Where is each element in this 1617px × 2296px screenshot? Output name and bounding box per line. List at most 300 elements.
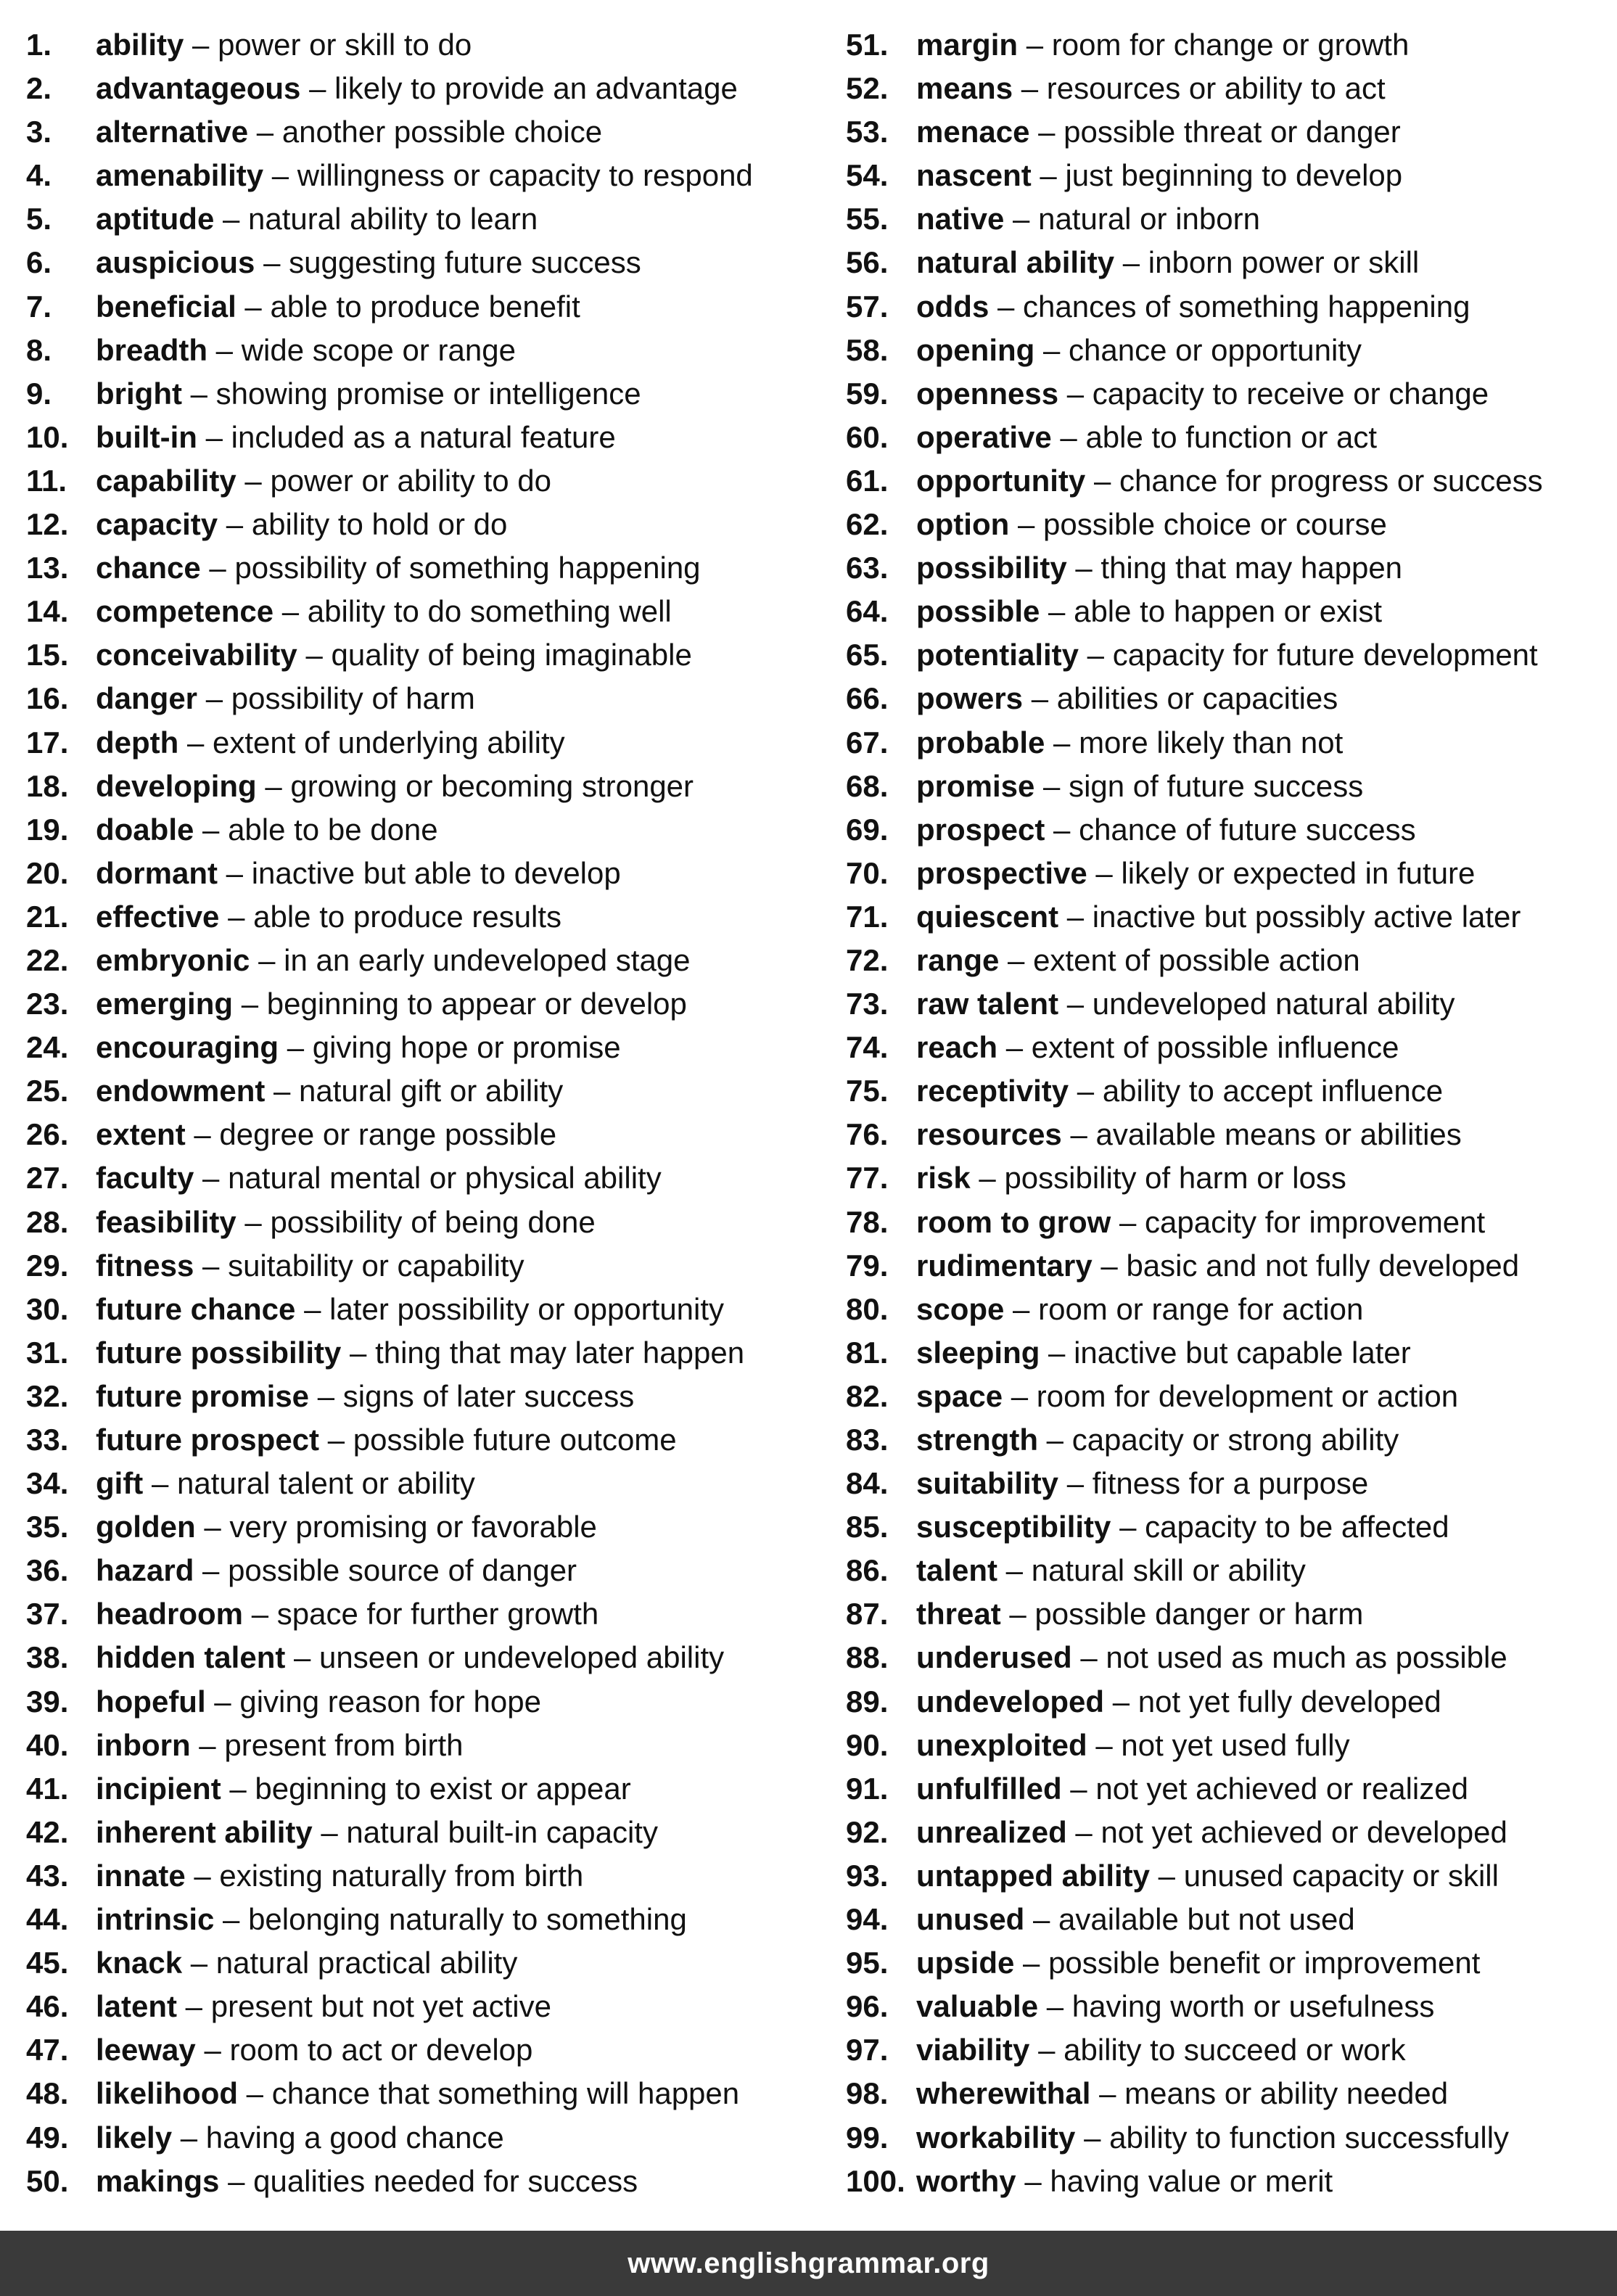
list-item (26, 1898, 817, 1941)
list-item (26, 1156, 817, 1200)
item-word: viability (916, 2033, 1030, 2067)
list-item (26, 546, 817, 590)
item-definition: possible threat or danger (1063, 115, 1401, 149)
item-definition: room for change or growth (1051, 28, 1410, 62)
list-item (846, 241, 1615, 284)
item-definition: room to act or develop (229, 2033, 533, 2067)
list-item (846, 677, 1615, 720)
item-separator: – (197, 681, 231, 716)
list-item (846, 372, 1615, 416)
list-item (846, 1418, 1615, 1462)
list-item (26, 110, 817, 154)
item-separator: – (197, 419, 231, 454)
item-number: 41. (26, 1771, 69, 1806)
item-separator: – (295, 1291, 330, 1326)
item-separator: – (1014, 1946, 1049, 1980)
item-separator: – (1114, 245, 1148, 280)
item-word: valuable (916, 1989, 1039, 2024)
item-number: 70. (846, 855, 889, 890)
item-separator: – (1045, 725, 1079, 760)
item-word: scope (916, 1291, 1005, 1326)
item-number: 8. (26, 332, 52, 367)
item-separator: – (1066, 1814, 1101, 1849)
item-definition: ability to function successfully (1109, 2120, 1510, 2155)
list-item (26, 67, 817, 110)
item-definition: space for further growth (276, 1597, 599, 1632)
item-word: likely (96, 2120, 173, 2155)
item-definition: having value or merit (1050, 2163, 1333, 2198)
item-definition: possibility of being done (270, 1204, 596, 1239)
item-number: 95. (846, 1946, 889, 1980)
item-number: 15. (26, 638, 69, 672)
item-definition: capacity for improvement (1145, 1204, 1486, 1239)
item-word: means (916, 71, 1013, 106)
list-item (846, 1724, 1615, 1767)
item-word: promise (916, 768, 1035, 803)
item-number: 74. (846, 1030, 889, 1065)
item-number: 93. (846, 1858, 889, 1893)
item-separator: – (172, 2120, 206, 2155)
item-number: 92. (846, 1814, 889, 1849)
item-word: suitability (916, 1466, 1059, 1501)
list-item (26, 1941, 817, 1985)
list-item (26, 1636, 817, 1679)
list-item (26, 1811, 817, 1854)
item-number: 78. (846, 1204, 889, 1239)
item-definition: quality of being imaginable (331, 638, 692, 672)
item-definition: inborn power or skill (1148, 245, 1420, 280)
item-number: 34. (26, 1466, 69, 1501)
item-definition: chance that something will happen (271, 2076, 740, 2111)
item-word: raw talent (916, 987, 1059, 1021)
item-definition: degree or range possible (219, 1117, 557, 1152)
list-item (26, 1680, 817, 1724)
item-separator: – (1058, 899, 1093, 934)
item-number: 28. (26, 1204, 69, 1239)
item-separator: – (970, 1161, 1005, 1196)
item-separator: – (1051, 419, 1086, 454)
item-word: strength (916, 1423, 1038, 1457)
item-definition: room for development or action (1036, 1378, 1459, 1413)
list-item (26, 721, 817, 765)
item-number: 2. (26, 71, 52, 106)
item-number: 88. (846, 1640, 889, 1675)
item-definition: natural mental or physical ability (228, 1161, 662, 1196)
item-definition: not yet used fully (1121, 1727, 1350, 1762)
item-separator: – (997, 1553, 1032, 1588)
item-number: 13. (26, 551, 69, 585)
list-item (846, 633, 1615, 677)
item-definition: suitability or capability (228, 1248, 524, 1283)
list-item (846, 2116, 1615, 2160)
item-word: embryonic (96, 942, 250, 977)
item-word: menace (916, 115, 1030, 149)
item-separator: – (1004, 1291, 1039, 1326)
item-word: reach (916, 1030, 998, 1065)
list-item (846, 154, 1615, 197)
item-definition: extent of possible influence (1031, 1030, 1399, 1065)
item-separator: – (238, 2076, 272, 2111)
item-separator: – (1075, 2120, 1110, 2155)
item-definition: unused capacity or skill (1183, 1858, 1499, 1893)
item-definition: giving reason for hope (239, 1684, 541, 1719)
item-separator: – (1058, 376, 1093, 411)
list-item (26, 2160, 817, 2203)
item-definition: ability to do something well (307, 594, 672, 629)
item-word: hopeful (96, 1684, 206, 1719)
item-separator: – (1004, 202, 1039, 236)
item-number: 18. (26, 768, 69, 803)
item-word: hazard (96, 1553, 194, 1588)
item-separator: – (194, 1161, 229, 1196)
item-separator: – (181, 376, 216, 411)
item-word: possible (916, 594, 1040, 629)
item-number: 99. (846, 2120, 889, 2155)
item-number: 66. (846, 681, 889, 716)
item-definition: resources or ability to act (1046, 71, 1386, 106)
item-word: receptivity (916, 1074, 1069, 1108)
item-definition: not used as much as possible (1106, 1640, 1507, 1675)
item-word: susceptibility (916, 1510, 1111, 1544)
list-item (846, 2072, 1615, 2115)
footer-website: www.englishgrammar.org (628, 2247, 989, 2279)
item-word: likelihood (96, 2076, 239, 2111)
item-word: prospect (916, 812, 1045, 847)
item-definition: beginning to appear or develop (266, 987, 687, 1021)
list-item (846, 895, 1615, 939)
item-separator: – (300, 71, 335, 106)
item-word: danger (96, 681, 198, 716)
list-item (26, 895, 817, 939)
item-number: 52. (846, 71, 889, 106)
item-definition: sign of future success (1069, 768, 1364, 803)
item-number: 97. (846, 2033, 889, 2067)
item-definition: extent of underlying ability (213, 725, 565, 760)
item-definition: not yet achieved or developed (1100, 1814, 1507, 1849)
item-definition: inactive but able to develop (251, 855, 621, 890)
item-separator: – (250, 942, 284, 977)
item-word: possibility (916, 551, 1067, 585)
item-separator: – (219, 2163, 254, 2198)
list-item (26, 1026, 817, 1069)
list-item (846, 1636, 1615, 1679)
item-separator: – (233, 987, 267, 1021)
item-word: prospective (916, 855, 1087, 890)
item-number: 19. (26, 812, 69, 847)
item-separator: – (200, 551, 235, 585)
item-number: 33. (26, 1423, 69, 1457)
item-definition: in an early undeveloped stage (284, 942, 691, 977)
item-number: 54. (846, 158, 889, 193)
item-word: option (916, 507, 1010, 542)
item-definition: able to happen or exist (1074, 594, 1383, 629)
list-item (26, 1201, 817, 1244)
item-definition: basic and not fully developed (1126, 1248, 1520, 1283)
item-separator: – (1034, 332, 1069, 367)
item-number: 61. (846, 463, 889, 498)
item-number: 44. (26, 1902, 69, 1937)
item-definition: natural ability to learn (248, 202, 538, 236)
item-number: 43. (26, 1858, 69, 1893)
list-item (846, 1505, 1615, 1549)
item-separator: – (989, 289, 1024, 324)
item-separator: – (185, 1858, 220, 1893)
list-item (26, 2028, 817, 2072)
list-item (26, 590, 817, 633)
item-definition: means or ability needed (1124, 2076, 1449, 2111)
item-definition: inactive but possibly active later (1092, 899, 1521, 934)
item-definition: possibility of harm or loss (1004, 1161, 1346, 1196)
item-definition: wide scope or range (241, 332, 516, 367)
item-word: inborn (96, 1727, 191, 1762)
item-number: 3. (26, 115, 52, 149)
item-word: powers (916, 681, 1024, 716)
item-definition: natural talent or ability (177, 1466, 475, 1501)
item-number: 42. (26, 1814, 69, 1849)
item-separator: – (263, 158, 297, 193)
list-item (846, 1680, 1615, 1724)
list-item (26, 459, 817, 503)
list-item (26, 241, 817, 284)
item-number: 100. (846, 2163, 905, 2198)
item-word: native (916, 202, 1005, 236)
item-definition: growing or becoming stronger (290, 768, 694, 803)
item-definition: abilities or capacities (1056, 681, 1338, 716)
item-definition: unseen or undeveloped ability (319, 1640, 725, 1675)
list-item (26, 852, 817, 895)
list-item (26, 1375, 817, 1418)
item-number: 94. (846, 1902, 889, 1937)
item-number: 38. (26, 1640, 69, 1675)
item-separator: – (1029, 2033, 1064, 2067)
list-item (846, 1375, 1615, 1418)
item-number: 84. (846, 1466, 889, 1501)
item-definition: natural gift or ability (299, 1074, 564, 1108)
item-word: bright (96, 376, 182, 411)
item-number: 82. (846, 1378, 889, 1413)
item-number: 64. (846, 594, 889, 629)
item-number: 91. (846, 1771, 889, 1806)
item-separator: – (1031, 158, 1066, 193)
item-word: alternative (96, 115, 249, 149)
item-separator: – (184, 28, 218, 62)
list-item (26, 1724, 817, 1767)
item-separator: – (182, 1946, 216, 1980)
item-separator: – (1058, 987, 1093, 1021)
item-word: intrinsic (96, 1902, 215, 1937)
list-item (26, 1113, 817, 1156)
item-definition: capacity or strong ability (1071, 1423, 1399, 1457)
item-number: 65. (846, 638, 889, 672)
item-separator: – (190, 1727, 225, 1762)
list-item (26, 982, 817, 1026)
list-item (846, 329, 1615, 372)
item-word: chance (96, 551, 201, 585)
item-word: future possibility (96, 1335, 342, 1370)
item-word: nascent (916, 158, 1032, 193)
item-separator: – (219, 899, 254, 934)
list-item (846, 590, 1615, 633)
item-definition: chance for progress or success (1119, 463, 1543, 498)
item-definition: not yet fully developed (1137, 1684, 1441, 1719)
item-definition: capacity to be affected (1145, 1510, 1449, 1544)
item-word: natural ability (916, 245, 1115, 280)
item-word: built-in (96, 419, 197, 454)
list-item (846, 1898, 1615, 1941)
item-number: 72. (846, 942, 889, 977)
item-word: extent (96, 1117, 186, 1152)
item-separator: – (195, 1510, 230, 1544)
list-item (846, 1854, 1615, 1898)
item-word: unfulfilled (916, 1771, 1062, 1806)
item-number: 27. (26, 1161, 69, 1196)
item-separator: – (194, 1248, 229, 1283)
item-number: 73. (846, 987, 889, 1021)
item-definition: having worth or usefulness (1071, 1989, 1435, 2024)
item-word: auspicious (96, 245, 255, 280)
item-number: 96. (846, 1989, 889, 2024)
list-item (846, 1288, 1615, 1331)
item-definition: possible future outcome (353, 1423, 677, 1457)
item-word: workability (916, 2120, 1076, 2155)
list-item (26, 939, 817, 982)
item-definition: natural practical ability (215, 1946, 518, 1980)
item-definition: likely to provide an advantage (334, 71, 738, 106)
item-separator: – (297, 638, 332, 672)
item-separator: – (195, 2033, 230, 2067)
item-word: potentiality (916, 638, 1079, 672)
list-item (846, 546, 1615, 590)
list-item (846, 503, 1615, 546)
list-item (846, 1462, 1615, 1505)
item-number: 98. (846, 2076, 889, 2111)
item-word: rudimentary (916, 1248, 1093, 1283)
item-word: opportunity (916, 463, 1086, 498)
list-item (26, 1244, 817, 1288)
list-item (26, 1767, 817, 1811)
item-definition: signs of later success (342, 1378, 635, 1413)
item-word: unrealized (916, 1814, 1067, 1849)
item-definition: later possibility or opportunity (329, 1291, 725, 1326)
item-definition: present but not yet active (210, 1989, 551, 2024)
item-separator: – (1071, 1640, 1106, 1675)
item-word: underused (916, 1640, 1072, 1675)
item-number: 60. (846, 419, 889, 454)
list-item (846, 1767, 1615, 1811)
list-item (26, 633, 817, 677)
list-item (846, 1201, 1615, 1244)
item-separator: – (243, 1597, 277, 1632)
item-definition: more likely than not (1079, 725, 1344, 760)
item-word: effective (96, 899, 220, 934)
item-number: 79. (846, 1248, 889, 1283)
item-definition: having a good chance (205, 2120, 504, 2155)
item-definition: able to produce benefit (270, 289, 580, 324)
item-separator: – (997, 1030, 1032, 1065)
item-number: 6. (26, 245, 52, 280)
item-separator: – (1024, 1902, 1059, 1937)
item-definition: present from birth (224, 1727, 464, 1762)
item-number: 81. (846, 1335, 889, 1370)
item-word: future prospect (96, 1423, 320, 1457)
item-word: latent (96, 1989, 178, 2024)
list-item (846, 1549, 1615, 1592)
list-item (846, 459, 1615, 503)
list-item (26, 2116, 817, 2160)
item-separator: – (999, 942, 1034, 977)
item-word: golden (96, 1510, 196, 1544)
item-word: space (916, 1378, 1003, 1413)
item-number: 30. (26, 1291, 69, 1326)
list-item (846, 2160, 1615, 2203)
list-item (26, 1069, 817, 1113)
item-word: upside (916, 1946, 1015, 1980)
item-separator: – (1009, 507, 1043, 542)
item-definition: chance or opportunity (1069, 332, 1362, 367)
item-separator: – (265, 1074, 300, 1108)
list-item (846, 982, 1615, 1026)
item-definition: chances of something happening (1023, 289, 1470, 324)
item-word: hidden talent (96, 1640, 286, 1675)
list-item (846, 23, 1615, 67)
item-definition: willingness or capacity to respond (297, 158, 753, 193)
item-definition: beginning to exist or appear (255, 1771, 631, 1806)
list-item (846, 1156, 1615, 1200)
item-number: 25. (26, 1074, 69, 1108)
list-item (846, 2028, 1615, 2072)
item-number: 21. (26, 899, 69, 934)
item-separator: – (1045, 812, 1079, 847)
item-separator: – (1018, 28, 1052, 62)
item-number: 49. (26, 2120, 69, 2155)
item-separator: – (1013, 71, 1047, 106)
item-number: 80. (846, 1291, 889, 1326)
item-definition: existing naturally from birth (219, 1858, 584, 1893)
item-definition: available but not used (1058, 1902, 1355, 1937)
item-number: 4. (26, 158, 52, 193)
item-definition: belonging naturally to something (248, 1902, 687, 1937)
list-item (26, 503, 817, 546)
item-definition: chance of future success (1079, 812, 1416, 847)
list-item (846, 808, 1615, 852)
list-item (846, 939, 1615, 982)
list-item (846, 67, 1615, 110)
item-separator: – (1003, 1378, 1037, 1413)
item-definition: possible benefit or improvement (1048, 1946, 1481, 1980)
item-word: range (916, 942, 1000, 977)
list-item (26, 1462, 817, 1505)
list-item (846, 852, 1615, 895)
item-definition: power or skill to do (218, 28, 472, 62)
item-separator: – (194, 812, 229, 847)
item-word: beneficial (96, 289, 236, 324)
list-item (26, 2072, 817, 2115)
item-word: talent (916, 1553, 998, 1588)
item-number: 71. (846, 899, 889, 934)
item-separator: – (248, 115, 282, 149)
item-separator: – (273, 594, 308, 629)
item-separator: – (177, 1989, 211, 2024)
item-word: resources (916, 1117, 1062, 1152)
item-definition: natural skill or ability (1031, 1553, 1306, 1588)
item-number: 1. (26, 28, 52, 62)
item-separator: – (218, 855, 252, 890)
item-separator: – (194, 1553, 229, 1588)
item-word: untapped ability (916, 1858, 1151, 1893)
list-item (26, 765, 817, 808)
item-number: 50. (26, 2163, 69, 2198)
item-word: operative (916, 419, 1052, 454)
